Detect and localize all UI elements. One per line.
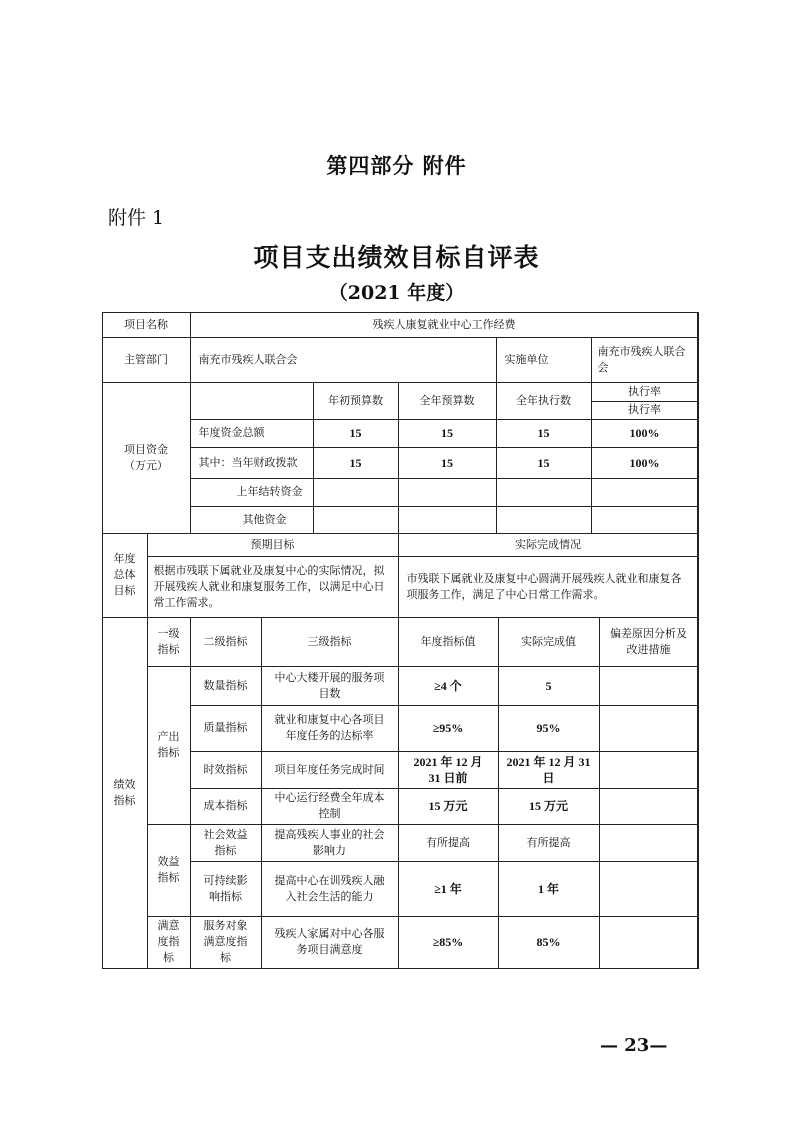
funds-row-annual: 15	[398, 447, 497, 479]
perf-level3: 中心运行经费全年成本控制	[261, 788, 399, 825]
perf-level2: 时效指标	[190, 751, 262, 789]
funds-header-executed: 全年执行数	[496, 382, 592, 420]
perf-deviation	[599, 705, 699, 752]
funds-header-blank	[190, 382, 314, 420]
goals-label-line2: 总体	[113, 568, 136, 581]
funds-row-initial	[313, 478, 399, 507]
perf-target: ≥95%	[398, 705, 499, 752]
year-subtitle: （2021 年度）	[328, 282, 465, 304]
expected-goal-text: 根据市残联下属就业及康复中心的实际情况，拟开展残疾人就业和康复服务工作，以满足中心日常工作需求。	[147, 556, 399, 618]
perf-deviation	[599, 666, 699, 706]
funds-label-line1: 项目资金	[124, 442, 168, 456]
attachment-label: 附件 1	[108, 207, 165, 229]
group-benefit-text: 效益指标	[157, 855, 180, 884]
perf-target: 15 万元	[398, 788, 499, 825]
project-name-label: 项目名称	[102, 312, 191, 338]
perf-deviation	[599, 824, 699, 862]
funds-header-rate-bottom: 执行率	[591, 401, 699, 420]
performance-label-text: 绩效指标	[113, 777, 136, 807]
funds-header-rate-top: 执行率	[591, 382, 699, 402]
funds-row-name: 其中：当年财政拨款	[190, 447, 314, 479]
project-name-value: 残疾人康复就业中心工作经费	[190, 312, 699, 338]
funds-label-line2: （万元）	[124, 458, 168, 472]
header-target: 年度指标值	[398, 617, 499, 667]
funds-row-name: 上年结转资金	[190, 478, 314, 507]
perf-actual: 15 万元	[498, 788, 600, 825]
funds-header-annual: 全年预算数	[398, 382, 497, 420]
funds-row-executed: 15	[496, 447, 592, 479]
perf-level3: 中心大楼开展的服务项目数	[261, 666, 399, 706]
perf-actual: 95%	[498, 705, 600, 752]
goals-label	[102, 533, 148, 618]
goals-label-line3: 目标	[113, 584, 136, 597]
perf-actual: 5	[498, 666, 600, 706]
funds-header-initial: 年初预算数	[313, 382, 399, 420]
funds-row-rate: 100%	[591, 447, 699, 479]
actual-goal-text: 市残联下属就业及康复中心圆满开展残疾人就业和康复各项服务工作，满足了中心日常工作需求。	[398, 556, 699, 618]
perf-level2: 数量指标	[190, 666, 262, 706]
part-title: 第四部分 附件	[326, 153, 467, 178]
perf-target: ≥1 年	[398, 861, 499, 917]
performance-label	[102, 617, 148, 969]
group-benefit	[147, 824, 191, 917]
header-actual: 实际完成值	[498, 617, 600, 667]
dept-value: 南充市残疾人联合会	[190, 337, 497, 383]
goals-label-line1: 年度	[113, 552, 136, 565]
funds-row-rate	[591, 478, 699, 507]
funds-row-annual	[398, 506, 497, 534]
header-deviation: 偏差原因分析及改进措施	[599, 617, 699, 667]
funds-row-name: 其他资金	[190, 506, 314, 534]
perf-level3: 提高残疾人事业的社会影响力	[261, 824, 399, 862]
perf-level3: 就业和康复中心各项目年度任务的达标率	[261, 705, 399, 752]
funds-row-rate: 100%	[591, 419, 699, 448]
group-satisfaction	[147, 916, 191, 969]
funds-row-annual: 15	[398, 419, 497, 448]
perf-level2: 成本指标	[190, 788, 262, 825]
perf-actual: 1 年	[498, 861, 600, 917]
header-level3: 三级指标	[261, 617, 399, 667]
funds-row-annual	[398, 478, 497, 507]
perf-deviation	[599, 788, 699, 825]
impl-value: 南充市残疾人联合会	[591, 337, 699, 383]
group-satisfaction-text: 满意度指标	[157, 919, 180, 964]
perf-level2: 服务对象满意度指标	[190, 916, 262, 969]
perf-deviation	[599, 861, 699, 917]
header-level2: 二级指标	[190, 617, 262, 667]
perf-level2: 社会效益指标	[190, 824, 262, 862]
perf-deviation	[599, 751, 699, 789]
funds-row-name: 年度资金总额	[190, 419, 314, 448]
perf-deviation	[599, 916, 699, 969]
perf-level3: 残疾人家属对中心各服务项目满意度	[261, 916, 399, 969]
perf-actual: 85%	[498, 916, 600, 969]
funds-label	[102, 382, 191, 534]
perf-target: 2021 年 12 月 31 日前	[398, 751, 499, 789]
funds-row-initial: 15	[313, 447, 399, 479]
expected-goal-header: 预期目标	[147, 533, 399, 557]
group-output	[147, 666, 191, 825]
perf-level2: 可持续影响指标	[190, 861, 262, 917]
funds-row-executed	[496, 478, 592, 507]
perf-target: ≥85%	[398, 916, 499, 969]
perf-level2: 质量指标	[190, 705, 262, 752]
perf-target: ≥4 个	[398, 666, 499, 706]
actual-goal-header: 实际完成情况	[398, 533, 699, 557]
header-level1	[147, 617, 191, 667]
impl-label: 实施单位	[496, 337, 592, 383]
funds-row-initial: 15	[313, 419, 399, 448]
perf-level3: 项目年度任务完成时间	[261, 751, 399, 789]
funds-row-initial	[313, 506, 399, 534]
perf-target: 有所提高	[398, 824, 499, 862]
table-title: 项目支出绩效目标自评表	[253, 243, 540, 272]
perf-actual: 有所提高	[498, 824, 600, 862]
funds-row-executed: 15	[496, 419, 592, 448]
perf-level3: 提高中心在训残疾人融入社会生活的能力	[261, 861, 399, 917]
dept-label: 主管部门	[102, 337, 191, 383]
group-output-text: 产出指标	[157, 730, 180, 759]
perf-actual: 2021 年 12 月 31 日	[498, 751, 600, 789]
header-level1-text: 一级指标	[157, 626, 180, 656]
funds-row-executed	[496, 506, 592, 534]
funds-row-rate	[591, 506, 699, 534]
page-number: — 23—	[600, 1035, 668, 1056]
